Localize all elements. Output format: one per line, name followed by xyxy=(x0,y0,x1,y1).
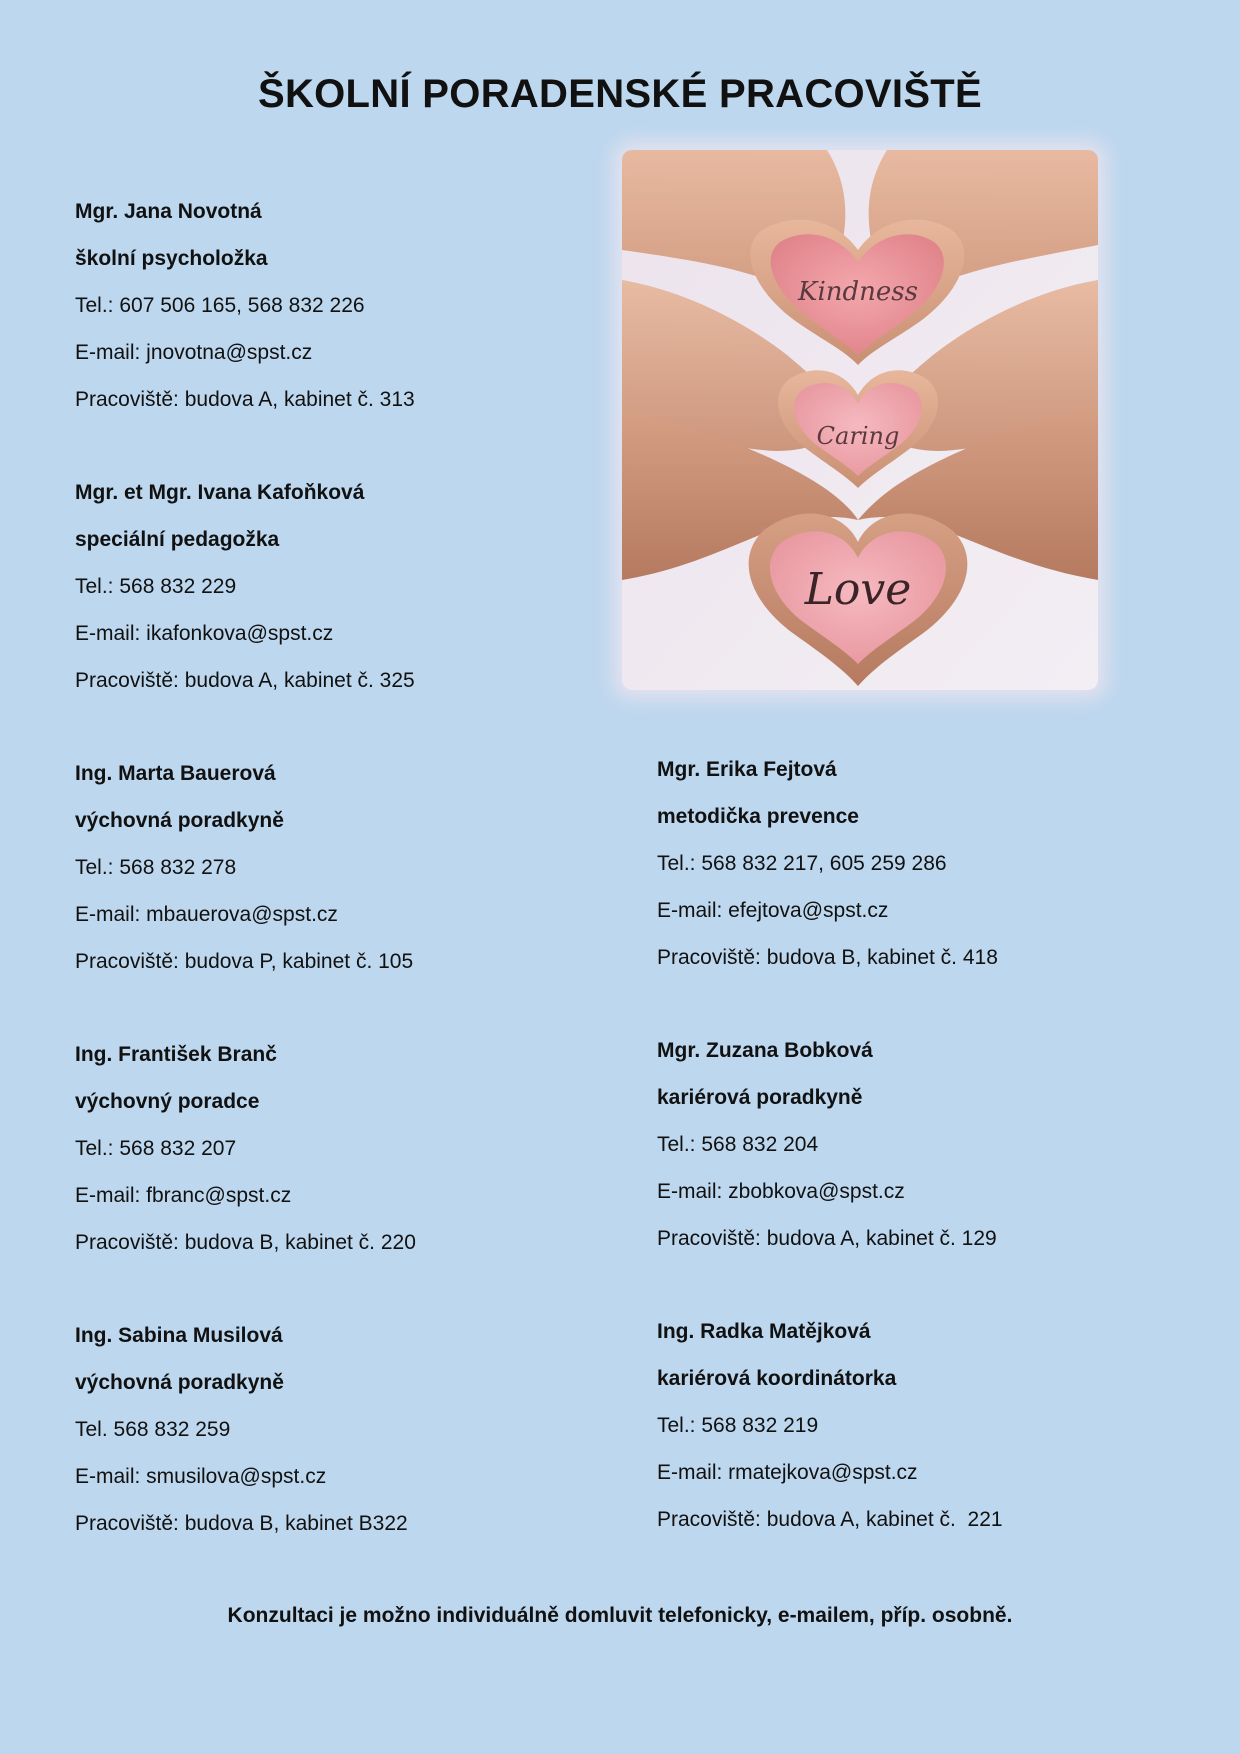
contact-card xyxy=(75,1031,416,1266)
contact-office: Pracoviště: budova A, kabinet č. 325 xyxy=(75,669,415,692)
contact-office: Pracoviště: budova P, kabinet č. 105 xyxy=(75,950,414,973)
contact-email[interactable]: E-mail: jnovotna@spst.cz xyxy=(75,341,313,364)
contact-email[interactable]: E-mail: zbobkova@spst.cz xyxy=(657,1180,905,1203)
contact-office: Pracoviště: budova B, kabinet B322 xyxy=(75,1512,408,1535)
contact-card xyxy=(657,1308,1003,1543)
contact-card xyxy=(657,746,998,981)
contact-name: Mgr. Zuzana Bobková xyxy=(657,1039,873,1062)
contact-name: Ing. Radka Matějková xyxy=(657,1320,871,1343)
contact-name: Mgr. et Mgr. Ivana Kafoňková xyxy=(75,481,365,504)
contact-office: Pracoviště: budova B, kabinet č. 418 xyxy=(657,946,998,969)
contact-phone: Tel.: 568 832 278 xyxy=(75,856,237,879)
contact-role: kariérová koordinátorka xyxy=(657,1367,897,1390)
contact-role: speciální pedagožka xyxy=(75,528,280,551)
contact-name: Mgr. Erika Fejtová xyxy=(657,758,837,781)
contact-role: kariérová poradkyně xyxy=(657,1086,863,1109)
contact-name: Ing. Sabina Musilová xyxy=(75,1324,283,1347)
contact-role: výchovná poradkyně xyxy=(75,1371,284,1394)
contact-email[interactable]: E-mail: fbranc@spst.cz xyxy=(75,1184,292,1207)
contact-email[interactable]: E-mail: efejtova@spst.cz xyxy=(657,899,889,922)
contact-office: Pracoviště: budova A, kabinet č. 221 xyxy=(657,1508,1003,1531)
contact-card xyxy=(657,1027,997,1262)
contact-phone: Tel.: 568 832 207 xyxy=(75,1137,237,1160)
hands-hearts-photo xyxy=(622,150,1098,690)
contact-phone: Tel.: 568 832 204 xyxy=(657,1133,819,1156)
contact-office: Pracoviště: budova A, kabinet č. 129 xyxy=(657,1227,997,1250)
contact-phone: Tel. 568 832 259 xyxy=(75,1418,231,1441)
contact-phone: Tel.: 607 506 165, 568 832 226 xyxy=(75,294,365,317)
contact-name: Ing. František Branč xyxy=(75,1043,277,1066)
contact-office: Pracoviště: budova B, kabinet č. 220 xyxy=(75,1231,416,1254)
contact-role: metodička prevence xyxy=(657,805,859,828)
contact-card xyxy=(75,188,415,423)
consultation-note: Konzultaci je možno individuálně domluvit telefonicky, e-mailem, příp. osobně. xyxy=(227,1604,1013,1627)
contact-name: Mgr. Jana Novotná xyxy=(75,200,262,223)
contact-card xyxy=(75,750,413,985)
photo-word-love: Love xyxy=(804,564,912,615)
photo-word-kindness: Kindness xyxy=(798,277,918,307)
contact-phone: Tel.: 568 832 217, 605 259 286 xyxy=(657,852,947,875)
contact-email[interactable]: E-mail: ikafonkova@spst.cz xyxy=(75,622,334,645)
contact-card xyxy=(75,1312,408,1547)
contact-role: výchovná poradkyně xyxy=(75,809,284,832)
contact-phone: Tel.: 568 832 219 xyxy=(657,1414,819,1437)
contact-card xyxy=(75,469,415,704)
photo-word-caring: Caring xyxy=(816,422,900,450)
contact-name: Ing. Marta Bauerová xyxy=(75,762,276,785)
page-title: ŠKOLNÍ PORADENSKÉ PRACOVIŠTĚ xyxy=(257,72,983,116)
contact-role: výchovný poradce xyxy=(75,1090,260,1113)
contact-role: školní psycholožka xyxy=(75,247,268,270)
contact-phone: Tel.: 568 832 229 xyxy=(75,575,237,598)
contact-email[interactable]: E-mail: rmatejkova@spst.cz xyxy=(657,1461,918,1484)
contact-email[interactable]: E-mail: mbauerova@spst.cz xyxy=(75,903,338,926)
contact-office: Pracoviště: budova A, kabinet č. 313 xyxy=(75,388,415,411)
contact-email[interactable]: E-mail: smusilova@spst.cz xyxy=(75,1465,327,1488)
